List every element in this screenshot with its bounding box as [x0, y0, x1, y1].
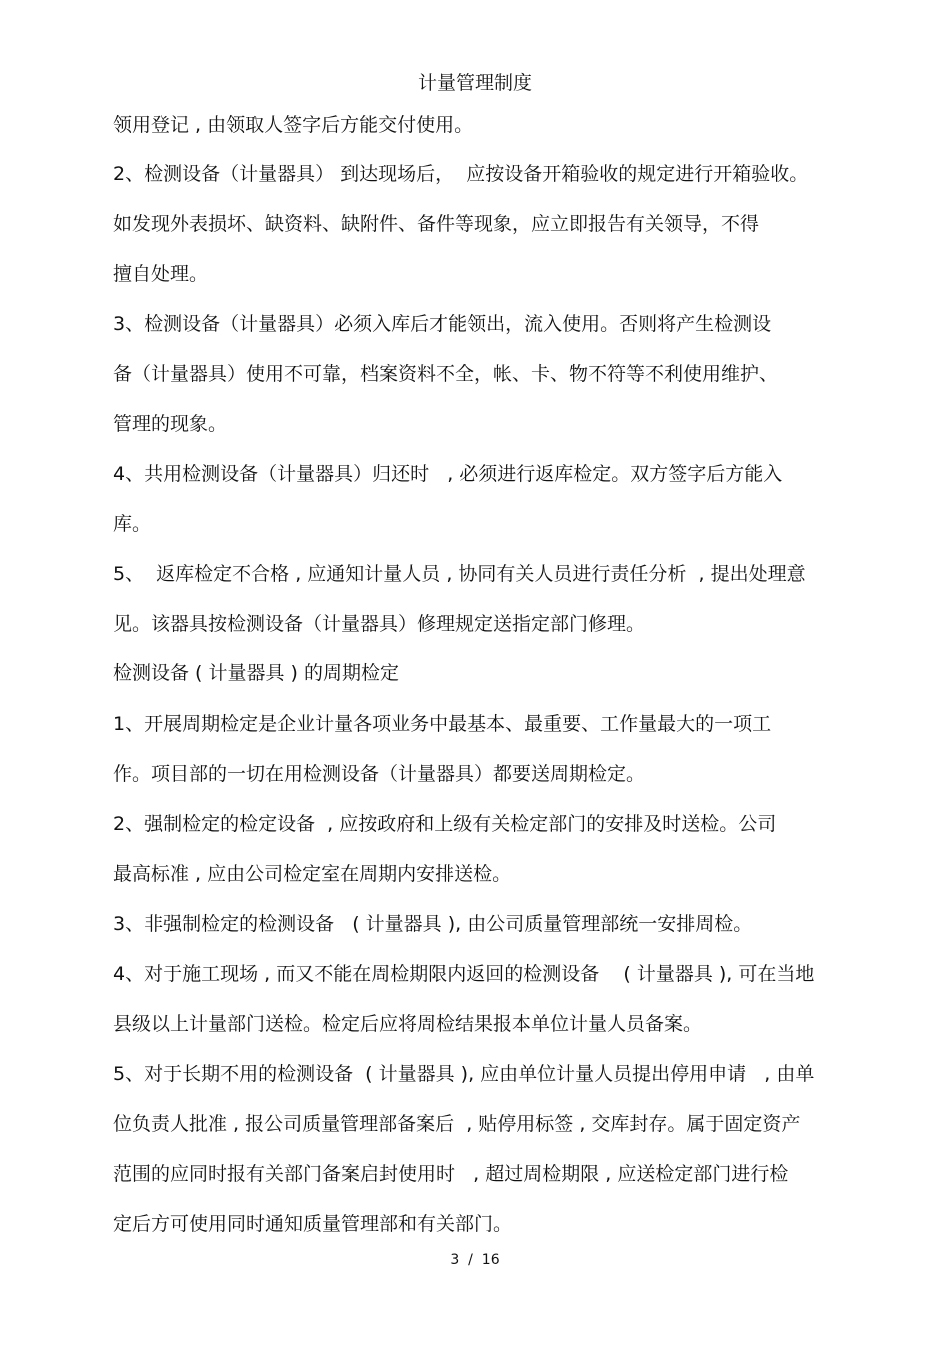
text-line: 领用登记 , 由领取人签字后方能交付使用。 [113, 114, 474, 136]
text-line: 管理的现象。 [113, 413, 228, 435]
document-title: 计量管理制度 [417, 72, 532, 94]
text-line: 定后方可使用同时通知质量管理部和有关部门。 [113, 1213, 513, 1235]
text-line: 范围的应同时报有关部门备案启封使用时 , 超过周检期限 , 应送检定部门进行检 [113, 1163, 789, 1185]
page-number: 3 / 16 [450, 1252, 500, 1268]
text-line: 3、检测设备（计量器具）必须入库后才能领出，流入使用。否则将产生检测设 [113, 313, 772, 335]
text-line: 擅自处理。 [113, 263, 209, 285]
text-line: 3、非强制检定的检测设备 ( 计量器具 ), 由公司质量管理部统一安排周检。 [113, 913, 753, 935]
text-line: 4、对于施工现场 , 而又不能在周检期限内返回的检测设备 ( 计量器具 ), 可在当地 [113, 963, 815, 985]
text-line: 1、开展周期检定是企业计量各项业务中最基本、最重要、工作量最大的一项工 [113, 713, 772, 735]
text-line: 库。 [113, 513, 152, 535]
text-line: 最高标准 , 应由公司检定室在周期内安排送检。 [113, 863, 512, 885]
text-line: 县级以上计量部门送检。检定后应将周检结果报本单位计量人员备案。 [113, 1013, 703, 1035]
text-line: 如发现外表损坏、缺资料、缺附件、备件等现象，应立即报告有关领导，不得 [113, 213, 760, 235]
text-line: 作。项目部的一切在用检测设备（计量器具）都要送周期检定。 [113, 763, 646, 785]
text-line: 2、检测设备（计量器具） 到达现场后， 应按设备开箱验收的规定进行开箱验收。 [113, 163, 809, 185]
text-line: 见。该器具按检测设备（计量器具）修理规定送指定部门修理。 [113, 613, 646, 635]
text-line: 5、对于长期不用的检测设备 ( 计量器具 ), 应由单位计量人员提出停用申请 , 由单 [113, 1063, 815, 1085]
section-heading: 检测设备 ( 计量器具 ) 的周期检定 [113, 662, 399, 684]
text-line: 4、共用检测设备（计量器具）归还时 , 必须进行返库检定。双方签字后方能入 [113, 463, 783, 485]
text-line: 5、 返库检定不合格 , 应通知计量人员 , 协同有关人员进行责任分析 , 提出处理意 [113, 563, 806, 585]
text-line: 备（计量器具）使用不可靠，档案资料不全，帐、卡、物不符等不利使用维护、 [113, 363, 779, 385]
text-line: 2、强制检定的检定设备 , 应按政府和上级有关检定部门的安排及时送检。公司 [113, 813, 777, 835]
text-line: 位负责人批准 , 报公司质量管理部备案后 , 贴停用标签 , 交库封存。属于固定资产 [113, 1113, 801, 1135]
